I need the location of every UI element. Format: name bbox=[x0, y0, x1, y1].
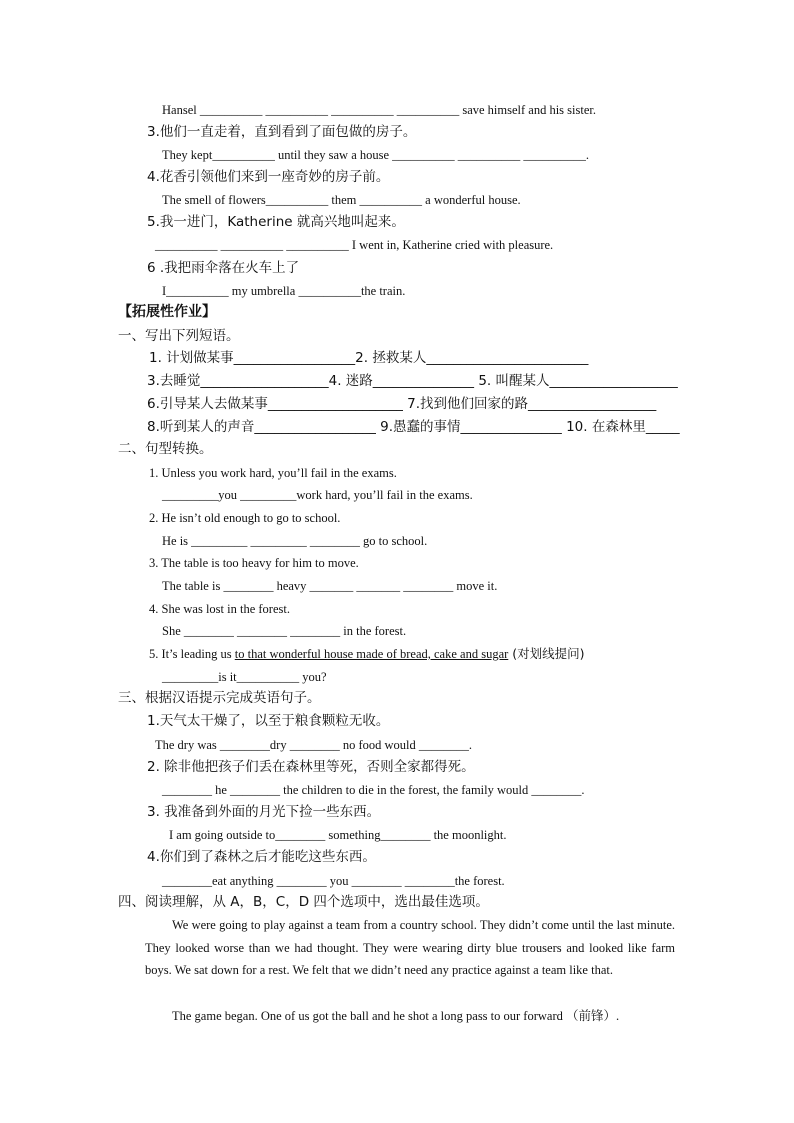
question: 3. The table is too heavy for him to move. bbox=[149, 556, 359, 570]
answer-line: He is _________ _________ ________ go to school. bbox=[162, 534, 428, 548]
section-title: 【拓展性作业】 bbox=[118, 304, 216, 320]
chinese-prompt: 2. 除非他把孩子们丢在森林里等死，否则全家都得死。 bbox=[147, 759, 475, 775]
reading-paragraph: The game began. One of us got the ball and he shot a long pass to our forward （前锋）. bbox=[172, 1009, 620, 1023]
phrase-row: 8.听到某人的声音__________________ 9.愚蠢的事情_______________ 10. 在森林里_____ bbox=[147, 419, 680, 435]
answer-line: ________eat anything ________ you ________ ________the forest. bbox=[162, 874, 505, 888]
answer-line: She ________ ________ ________ in the forest. bbox=[162, 624, 407, 638]
underlined-phrase: to that wonderful house made of bread, cake and sugar bbox=[234, 647, 509, 661]
question bbox=[149, 646, 585, 662]
question: 4. She was lost in the forest. bbox=[149, 602, 290, 616]
part-heading: 三、根据汉语提示完成英语句子。 bbox=[118, 690, 321, 706]
sentence-line: __________ __________ __________ I went in, Katherine cried with pleasure. bbox=[155, 238, 554, 252]
question-text: 5. It’s leading us bbox=[149, 647, 235, 661]
chinese-prompt: 3. 我准备到外面的月光下捡一些东西。 bbox=[147, 804, 381, 820]
instruction-note: (对划线提问) bbox=[508, 646, 585, 661]
reading-paragraph: We were going to play against a team from a country school. They didn’t come until the last minute. They looked worse than we had thought. They were wearing dirty blue trousers and looked like farm boys. We sat down for a rest. We felt that we didn’t need any practice against a team like that. bbox=[145, 918, 675, 977]
answer-line: The table is ________ heavy _______ _______ ________ move it. bbox=[162, 579, 498, 593]
sentence-line: I__________ my umbrella __________the train. bbox=[162, 284, 406, 298]
answer-line: _________is it__________ you? bbox=[162, 670, 327, 684]
chinese-prompt: 4.花香引领他们来到一座奇妙的房子前。 bbox=[147, 169, 390, 185]
sentence-line: Hansel __________ __________ __________ __________ save himself and his sister. bbox=[162, 103, 596, 117]
answer-line: The dry was ________dry ________ no food would ________. bbox=[155, 738, 472, 752]
sentence-line: They kept__________ until they saw a house __________ __________ __________. bbox=[162, 148, 590, 162]
chinese-prompt: 5.我一进门，Katherine 就高兴地叫起来。 bbox=[147, 214, 405, 230]
chinese-prompt: 6 .我把雨伞落在火车上了 bbox=[147, 260, 300, 276]
phrase-row: 3.去睡觉___________________4. 迷路_______________ 5. 叫醒某人___________________ bbox=[147, 373, 678, 389]
part-heading: 一、写出下列短语。 bbox=[118, 328, 240, 344]
phrase-row: 6.引导某人去做某事____________________ 7.找到他们回家的路___________________ bbox=[147, 396, 657, 412]
part-heading: 四、阅读理解，从 A，B，C，D 四个选项中，选出最佳选项。 bbox=[118, 894, 489, 910]
question: 1. Unless you work hard, you’ll fail in the exams. bbox=[149, 466, 397, 480]
answer-line: I am going outside to________ something________ the moonlight. bbox=[169, 828, 507, 842]
answer-line: _________you _________work hard, you’ll fail in the exams. bbox=[162, 488, 473, 502]
chinese-prompt: 1.天气太干燥了，以至于粮食颗粒无收。 bbox=[147, 713, 390, 729]
answer-line: ________ he ________ the children to die in the forest, the family would ________. bbox=[162, 783, 585, 797]
part-heading: 二、句型转换。 bbox=[118, 441, 213, 457]
phrase-row: 1. 计划做某事__________________2. 拯救某人________________________ bbox=[149, 350, 589, 366]
question: 2. He isn’t old enough to go to school. bbox=[149, 511, 341, 525]
sentence-line: The smell of flowers__________ them __________ a wonderful house. bbox=[162, 193, 521, 207]
chinese-prompt: 4.你们到了森林之后才能吃这些东西。 bbox=[147, 849, 376, 865]
chinese-prompt: 3.他们一直走着，直到看到了面包做的房子。 bbox=[147, 124, 417, 140]
